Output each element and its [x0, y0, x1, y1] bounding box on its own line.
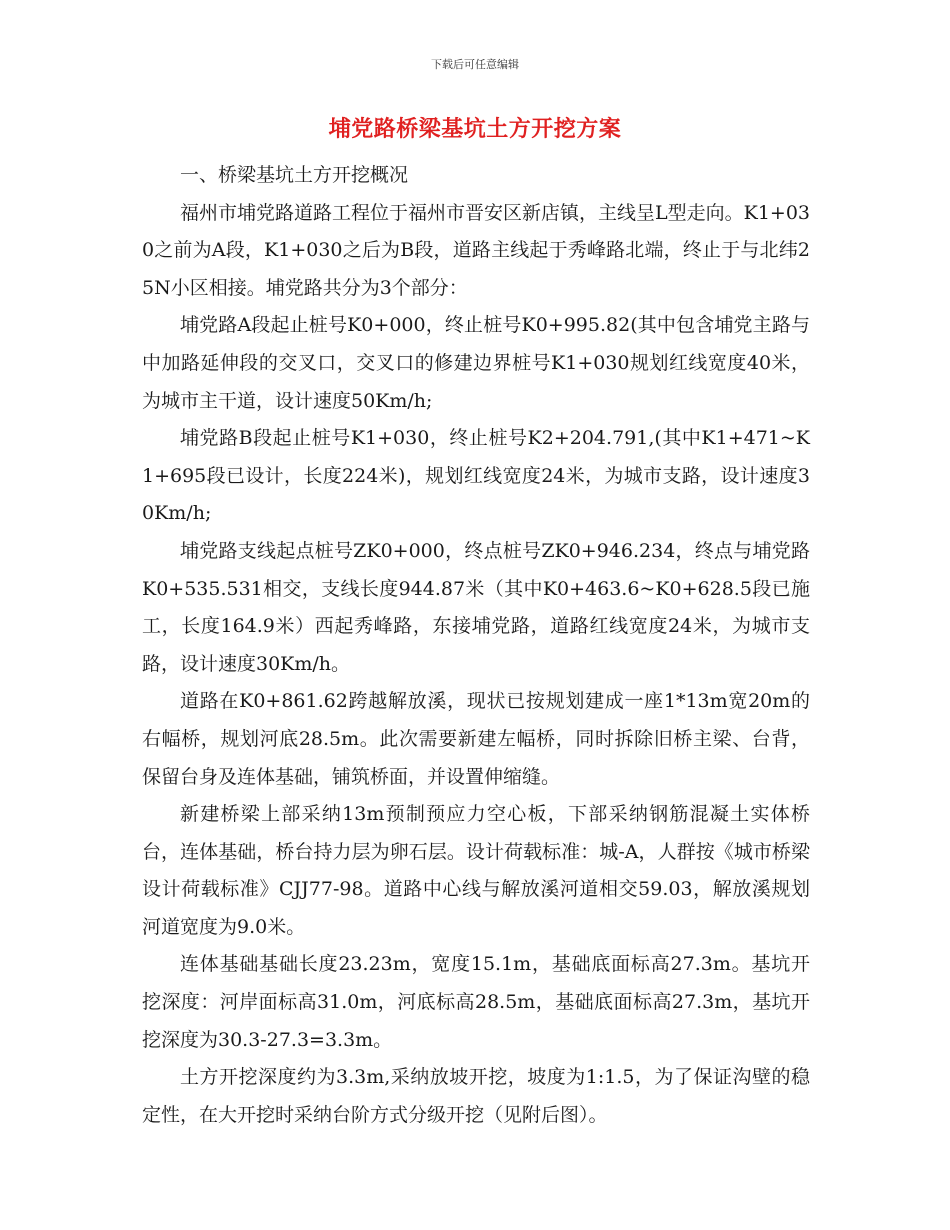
section-heading: 一、桥梁基坑土方开挖概况	[180, 164, 409, 186]
paragraph: 道路在K0+861.62跨越解放溪，现状已按规划建成一座1*13m宽20m的右幅桥，规划河底28.5m。此次需要新建左幅桥，同时拆除旧桥主梁、台背，保留台身及连体基础，铺筑桥面，并设置伸缩缝。	[142, 690, 810, 788]
paragraph: 连体基础基础长度23.23m，宽度15.1m，基础底面标高27.3m。基坑开挖深度：河岸面标高31.0m，河底标高28.5m，基础底面标高27.3m，基坑开挖深度为30.3-27.3=3.3m。	[142, 953, 810, 1051]
header-note: 下载后可任意编辑	[431, 58, 519, 71]
paragraph: 新建桥梁上部采纳13m预制预应力空心板，下部采纳钢筋混凝土实体桥台，连体基础，桥台持力层为卵石层。设计荷载标准：城-A，人群按《城市桥梁设计荷载标准》CJJ77-98。道路中心线与解放溪河道相交59.03，解放溪规划河道宽度为9.0米。	[142, 803, 810, 938]
document-body	[142, 157, 810, 1134]
paragraph: 埔党路支线起点桩号ZK0+000，终点桩号ZK0+946.234，终点与埔党路K0+535.531相交，支线长度944.87米（其中K0+463.6~K0+628.5段已施工，长度164.9米）西起秀峰路，东接埔党路，道路红线宽度24米，为城市支路，设计速度30Km/h。	[142, 539, 810, 675]
paragraph: 福州市埔党路道路工程位于福州市晋安区新店镇，主线呈L型走向。K1+030之前为A段，K1+030之后为B段，道路主线起于秀峰路北端，终止于与北纬25N小区相接。埔党路共分为3个部分：	[142, 201, 810, 299]
document-title: 埔党路桥梁基坑土方开挖方案	[328, 117, 622, 142]
paragraph: 埔党路B段起止桩号K1+030，终止桩号K2+204.791,(其中K1+471~K1+695段已设计，长度224米)，规划红线宽度24米，为城市支路，设计速度30Km/h;	[142, 427, 810, 525]
paragraph: 埔党路A段起止桩号K0+000，终止桩号K0+995.82(其中包含埔党主路与中加路延伸段的交叉口，交叉口的修建边界桩号K1+030规划红线宽度40米，为城市主干道，设计速度50Km/h;	[142, 314, 810, 412]
paragraph: 土方开挖深度约为3.3m,采纳放坡开挖，坡度为1:1.5，为了保证沟壁的稳定性，在大开挖时采纳台阶方式分级开挖（见附后图）。	[142, 1066, 810, 1126]
